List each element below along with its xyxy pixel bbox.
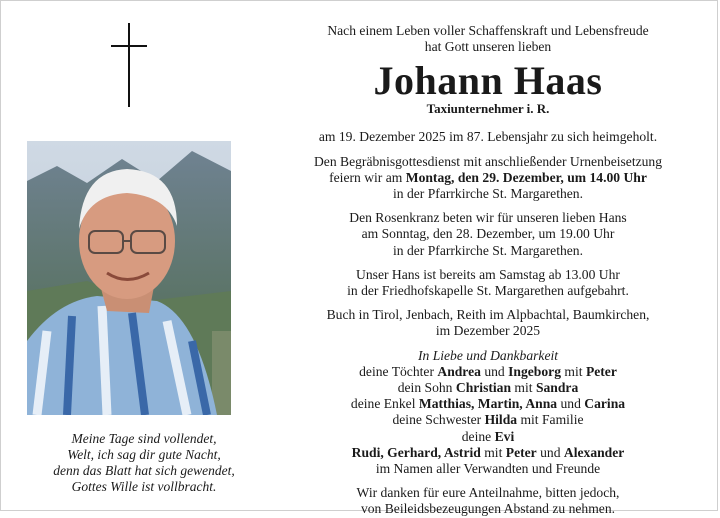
date-line: im Dezember 2025 — [435, 323, 541, 339]
funeral-info — [269, 154, 707, 203]
latin-cross-icon — [111, 23, 147, 107]
thanks-line: Wir danken für eure Anteilnahme, bitten jedoch, — [356, 485, 620, 501]
lying-in-state-info — [269, 267, 707, 299]
mourners-friends: Rudi, Gerhard, Astrid mit Peter und Alexander — [351, 444, 625, 460]
funeral-line: Den Begräbnisgottesdienst mit anschließender Urnenbeisetzung — [313, 153, 663, 169]
mourners-relatives: im Namen aller Verwandten und Freunde — [375, 461, 601, 477]
mourners — [269, 348, 707, 478]
death-statement: am 19. Dezember 2025 im 87. Lebensjahr zu sich heimgeholt. — [318, 129, 658, 145]
rosary-line: Den Rosenkranz beten wir für unseren lieben Hans — [349, 210, 627, 226]
place-line: Buch in Tirol, Jenbach, Reith im Alpbachtal, Baumkirchen, — [326, 307, 650, 323]
deceased-occupation: Taxiunternehmer i. R. — [426, 101, 550, 117]
lying-line: in der Friedhofskapelle St. Margarethen aufgebahrt. — [347, 283, 629, 299]
intro-line: hat Gott unseren lieben — [424, 39, 552, 55]
verse-line: Welt, ich sag dir gute Nacht, — [67, 447, 221, 462]
farewell-verse — [15, 431, 273, 495]
mourners-grandchildren: deine Enkel Matthias, Martin, Anna und Carina — [350, 396, 626, 412]
funeral-line: in der Pfarrkirche St. Margarethen. — [393, 186, 583, 202]
mourners-sister: deine Schwester Hilda mit Familie — [392, 412, 584, 428]
mourners-evi: deine Evi — [461, 428, 515, 444]
verse-line: Gottes Wille ist vollbracht. — [71, 479, 217, 494]
notice-text — [269, 23, 707, 518]
rosary-line: am Sonntag, den 28. Dezember, um 19.00 Uhr — [361, 226, 615, 242]
thanks-line: von Beileidsbezeugungen Abstand zu nehmen. — [360, 501, 616, 517]
funeral-line: feiern wir am Montag, den 29. Dezember, um 14.00 Uhr — [329, 169, 647, 185]
verse-line: Meine Tage sind vollendet, — [71, 431, 217, 446]
deceased-name: Johann Haas — [373, 58, 603, 104]
rosary-info — [269, 210, 707, 259]
mourners-heading: In Liebe und Dankbarkeit — [417, 347, 559, 363]
lying-line: Unser Hans ist bereits am Samstag ab 13.00 Uhr — [356, 266, 620, 282]
rosary-line: in der Pfarrkirche St. Margarethen. — [393, 242, 583, 258]
mourners-daughters: deine Töchter Andrea und Ingeborg mit Peter — [359, 363, 617, 379]
verse-line: denn das Blatt hat sich gewendet, — [53, 463, 235, 478]
funeral-date: Montag, den 29. Dezember, um 14.00 Uhr — [405, 169, 647, 185]
portrait-photo — [27, 141, 231, 415]
mourners-son: dein Sohn Christian mit Sandra — [397, 380, 579, 396]
intro-line: Nach einem Leben voller Schaffenskraft und Lebensfreude — [327, 23, 649, 38]
place-date — [269, 307, 707, 339]
